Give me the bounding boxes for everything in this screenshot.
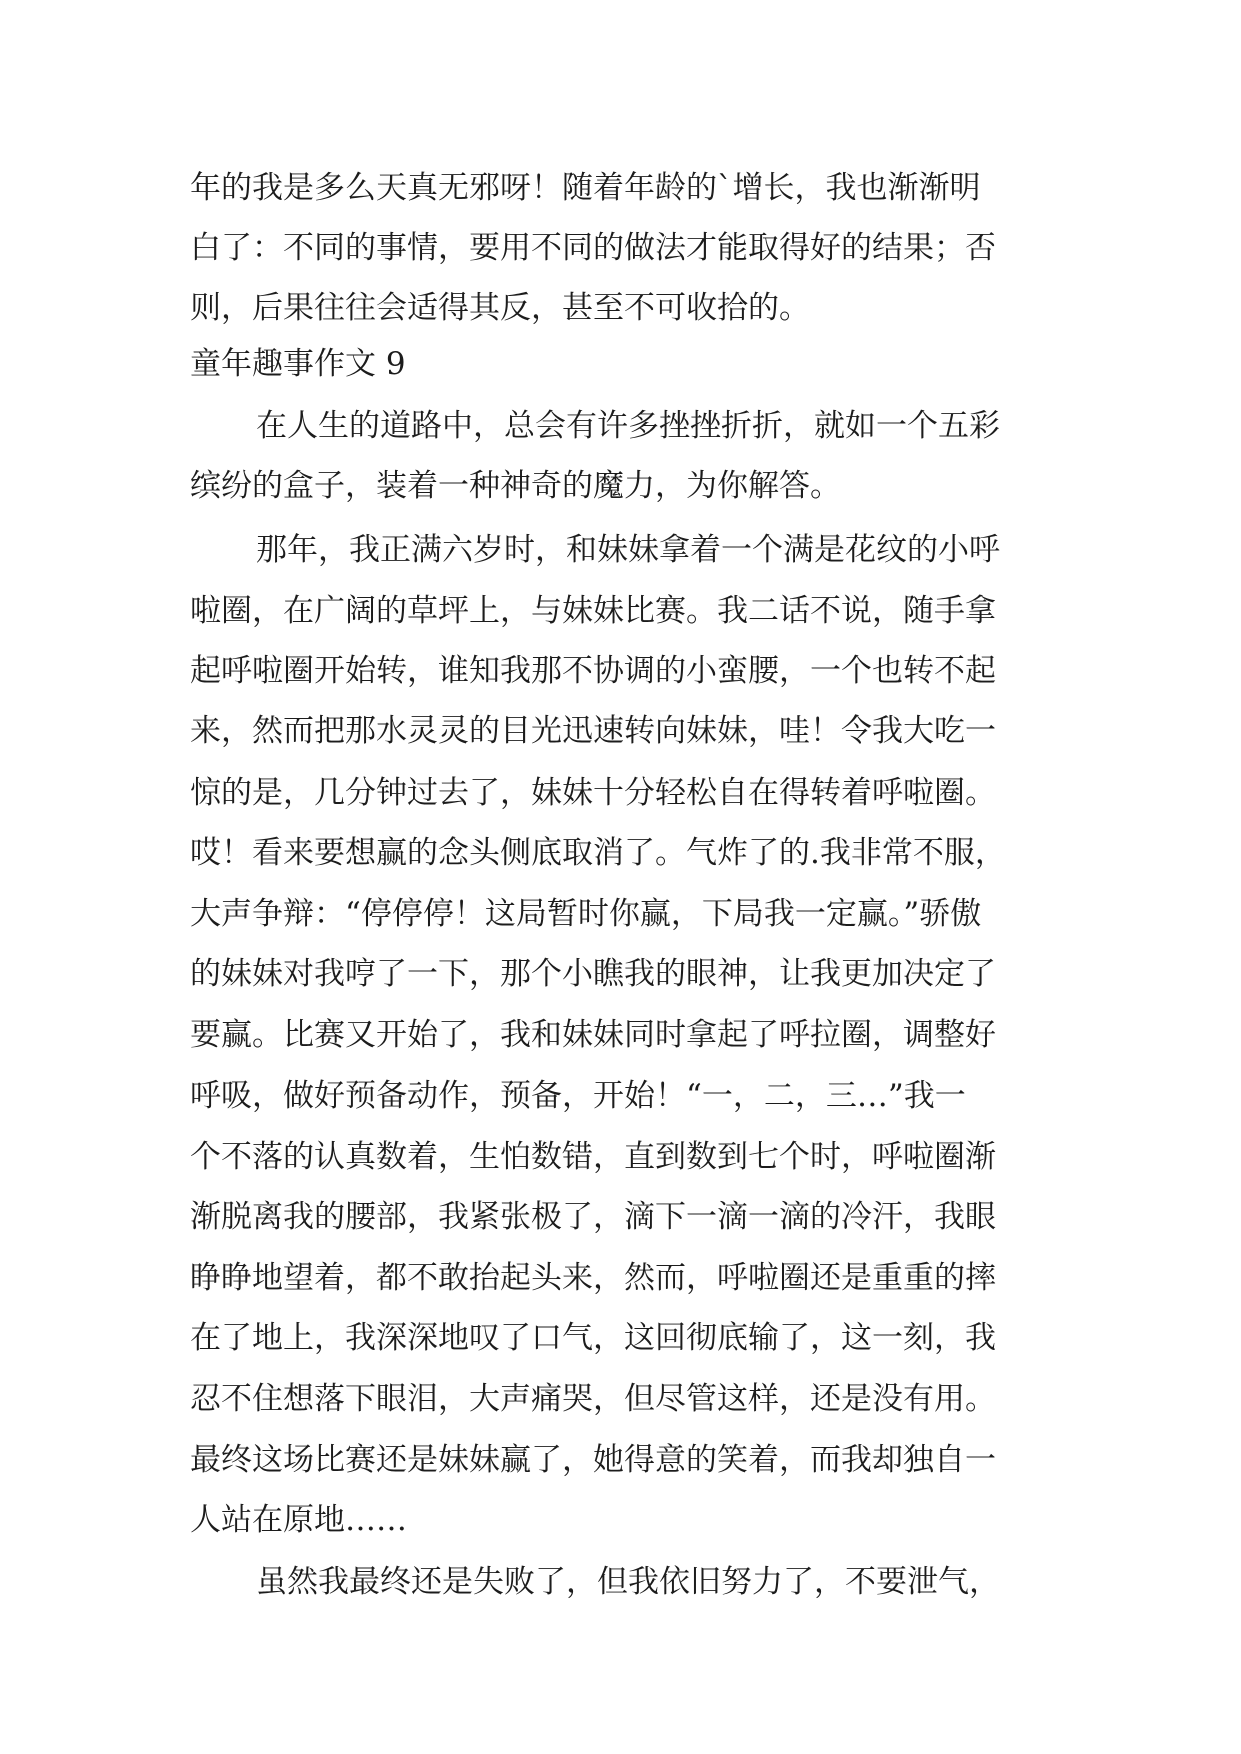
text-line: 呼吸，做好预备动作，预备，开始！“一，二，三…”我一 — [190, 1078, 966, 1114]
text-line: 则，后果往往会适得其反，甚至不可收拾的。 — [190, 290, 810, 326]
text-line: 的妹妹对我哼了一下，那个小瞧我的眼神，让我更加决定了 — [190, 956, 996, 992]
text-line: 啦圈，在广阔的草坪上，与妹妹比赛。我二话不说，随手拿 — [190, 593, 996, 629]
text-line: 白了：不同的事情，要用不同的做法才能取得好的结果；否 — [190, 230, 996, 266]
text-line: 大声争辩：“停停停！这局暂时你赢，下局我一定赢。”骄傲 — [190, 896, 982, 932]
text-line: 惊的是，几分钟过去了，妹妹十分轻松自在得转着呼啦圈。 — [190, 775, 996, 811]
text-line: 人站在原地…… — [190, 1502, 407, 1538]
section-heading: 童年趣事作文 9 — [190, 346, 406, 382]
text-line: 缤纷的盒子，装着一种神奇的魔力，为你解答。 — [190, 468, 841, 504]
text-line: 睁睁地望着，都不敢抬起头来，然而，呼啦圈还是重重的摔 — [190, 1260, 996, 1296]
text-line: 渐脱离我的腰部，我紧张极了，滴下一滴一滴的冷汗，我眼 — [190, 1199, 996, 1235]
text-line: 年的我是多么天真无邪呀！随着年龄的`增长，我也渐渐明 — [190, 170, 981, 206]
text-line: 虽然我最终还是失败了，但我依旧努力了，不要泄气， — [256, 1564, 1000, 1600]
text-line: 个不落的认真数着，生怕数错，直到数到七个时，呼啦圈渐 — [190, 1139, 996, 1175]
text-line: 忍不住想落下眼泪，大声痛哭，但尽管这样，还是没有用。 — [190, 1381, 996, 1417]
text-line: 要赢。比赛又开始了，我和妹妹同时拿起了呼拉圈，调整好 — [190, 1017, 996, 1053]
text-line: 在了地上，我深深地叹了口气，这回彻底输了，这一刻，我 — [190, 1320, 996, 1356]
text-line: 起呼啦圈开始转，谁知我那不协调的小蛮腰，一个也转不起 — [190, 653, 996, 689]
text-line: 来，然而把那水灵灵的目光迅速转向妹妹，哇！令我大吃一 — [190, 713, 996, 749]
text-line: 哎！看来要想赢的念头侧底取消了。气炸了的.我非常不服， — [190, 835, 1006, 871]
text-line: 最终这场比赛还是妹妹赢了，她得意的笑着，而我却独自一 — [190, 1442, 996, 1478]
text-line: 在人生的道路中，总会有许多挫挫折折，就如一个五彩 — [256, 408, 1000, 444]
text-line: 那年，我正满六岁时，和妹妹拿着一个满是花纹的小呼 — [256, 532, 1000, 568]
